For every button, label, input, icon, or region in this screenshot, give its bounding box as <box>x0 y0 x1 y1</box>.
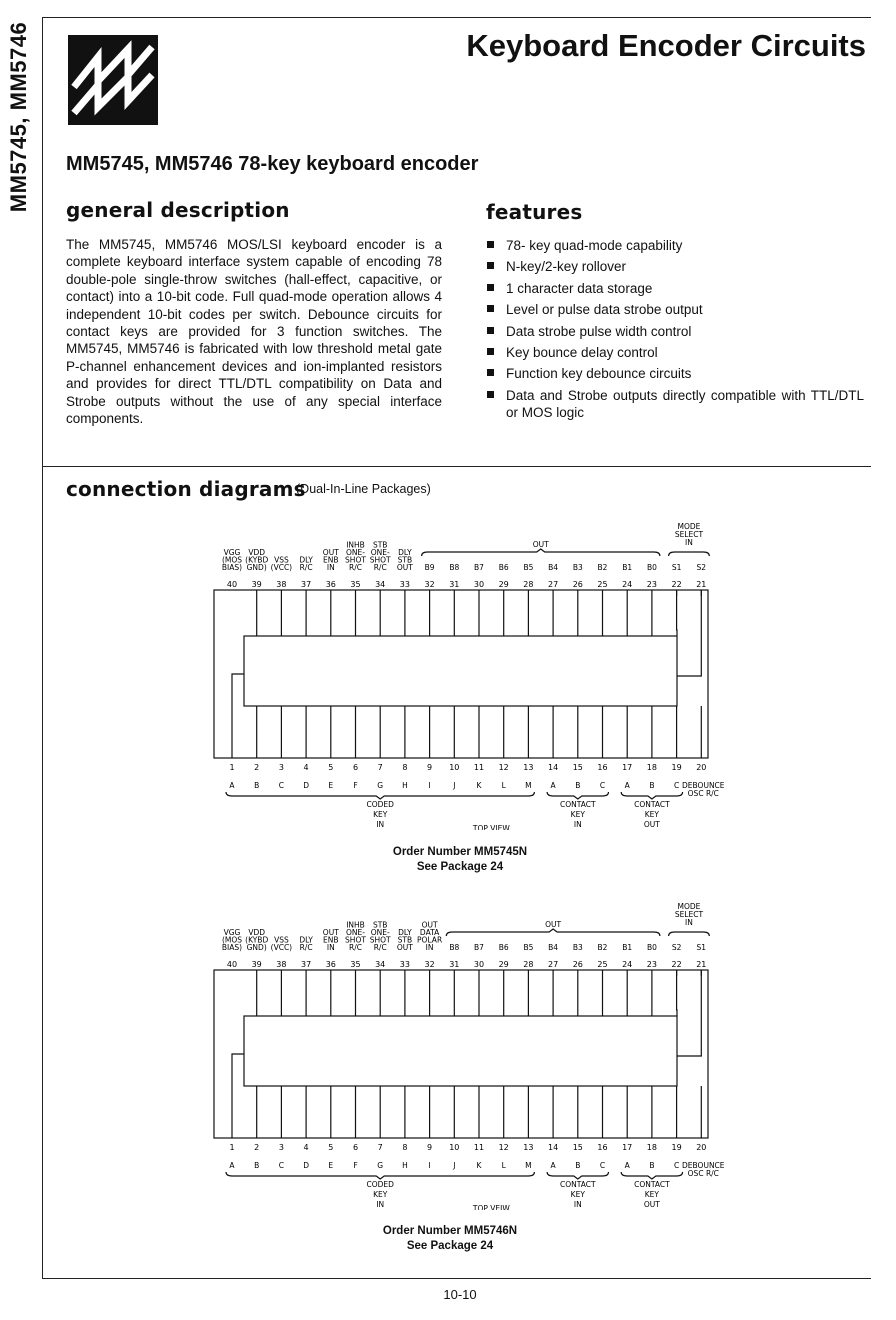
bottom-pin-number: 9 <box>427 763 433 772</box>
bottom-pin-number: 18 <box>646 1143 657 1152</box>
page-number: 10-10 <box>443 1287 477 1302</box>
general-description-text: The MM5745, MM5746 MOS/LSI keyboard encoder is a complete keyboard interface system capable of encoding 78 double-pole single-throw switches (hall-effect, capacitive, or contact) into a 10-bit code. Full quad-mode operation allows 4 independent 10-bit codes per switch. Debounce circuits for contact keys are provided for 3 function switches. The MM5745, MM5746 is fabricated with low threshold metal gate P-channel enhancement devices and ion-implanted resistors and provides for direct TTL/DTL compatibility on Data and Strobe outputs without the use of any special interface components. <box>66 237 442 427</box>
package-text: See Package 24 <box>416 861 504 873</box>
top-pin-label: R/C <box>373 563 387 572</box>
bottom-pin-number: 15 <box>572 763 583 772</box>
bottom-pin-letter: B <box>649 1161 655 1170</box>
bottom-pin-number: 9 <box>427 1143 433 1152</box>
bottom-pin-letter: L <box>501 1161 506 1170</box>
top-pin-number: 39 <box>251 960 262 969</box>
top-pin-label: IN <box>326 943 335 952</box>
top-pin-number: 30 <box>473 580 485 589</box>
top-pin-label: B3 <box>572 563 583 572</box>
top-pin-number: 23 <box>646 580 657 589</box>
top-pin-label: (KYBD <box>245 555 269 565</box>
top-pin-number: 24 <box>622 960 633 969</box>
bottom-pin-number: 6 <box>352 763 359 772</box>
feature-item: Data and Strobe outputs directly compatible with TTL/DTL or MOS logic <box>486 387 864 421</box>
top-pin-label: IN <box>326 563 335 572</box>
feature-item: Level or pulse data strobe output <box>486 301 864 318</box>
top-pin-number: 40 <box>226 580 238 589</box>
section-divider <box>43 466 871 467</box>
top-pin-number: 32 <box>424 960 435 969</box>
order-number-mm5745 <box>0 845 896 875</box>
bottom-pin-letter: C <box>278 781 285 790</box>
top-pin-number: 31 <box>449 960 460 969</box>
order-number-mm5746 <box>0 1224 896 1254</box>
bottom-pin-number: 13 <box>523 1143 534 1152</box>
top-pin-number: 28 <box>523 580 534 589</box>
view-label: TOP VEIW <box>472 1204 510 1210</box>
top-pin-label: R/C <box>349 563 362 572</box>
mode-select-label: SELECT <box>674 530 704 539</box>
contact-out-label: KEY <box>644 810 660 819</box>
bottom-pin-letter: D <box>303 781 309 790</box>
bottom-pin-letter: I <box>428 781 431 790</box>
bottom-pin-letter: G <box>377 1161 384 1170</box>
bottom-pin-letter: B <box>254 1161 260 1170</box>
view-label: TOP VIEW <box>472 824 510 830</box>
contact-out-label: CONTACT <box>634 1180 670 1189</box>
top-pin-label: B2 <box>597 563 608 572</box>
bottom-pin-letter: E <box>328 1161 334 1170</box>
top-pin-label: ENB <box>323 935 339 945</box>
top-pin-number: 33 <box>399 960 410 969</box>
out-brace <box>422 549 660 556</box>
top-pin-number: 29 <box>498 580 509 589</box>
bottom-pin-number: 20 <box>696 763 707 772</box>
bottom-pin-number: 5 <box>328 1143 334 1152</box>
top-pin-label: SHOT <box>345 935 366 945</box>
bottom-pin-letter: B <box>649 781 655 790</box>
bottom-pin-number: 14 <box>548 763 559 772</box>
mode-select-label: IN <box>685 918 693 927</box>
bottom-pin-number: 3 <box>278 763 284 772</box>
pin1-trace <box>232 674 244 758</box>
top-pin-number: 29 <box>498 960 509 969</box>
mode-brace <box>669 932 710 936</box>
top-pin-label: DLY <box>398 548 412 557</box>
top-pin-label: STB <box>397 935 413 945</box>
bottom-pin-letter: M <box>525 781 532 790</box>
top-pin-label: VSS <box>274 935 289 945</box>
bottom-pin-letter: K <box>476 1161 482 1170</box>
top-pin-label: INHB <box>346 920 365 930</box>
bottom-pin-letter: G <box>377 781 384 790</box>
top-pin-number: 21 <box>696 960 707 969</box>
order-number-text: Order Number MM5745N <box>392 846 528 858</box>
bottom-pin-number: 16 <box>597 1143 608 1152</box>
bottom-pin-number: 1 <box>229 763 235 772</box>
bottom-pin-letter: B <box>575 1161 581 1170</box>
mm5746-pinout-diagram <box>180 900 740 1210</box>
top-pin-label: ONE- <box>370 928 390 937</box>
bottom-pin-number: 16 <box>597 763 608 772</box>
connection-diagrams-subheading: (Dual-In-Line Packages) <box>296 482 431 496</box>
bottom-pin-number: 7 <box>377 1143 383 1152</box>
bottom-pin-letter: A <box>229 1161 235 1170</box>
coded-key-label: KEY <box>373 1190 388 1199</box>
die-block <box>244 1016 677 1086</box>
top-pin-label: VGG <box>223 548 241 557</box>
bottom-pin-number: 14 <box>548 1143 559 1152</box>
bottom-pin-letter: A <box>229 781 235 790</box>
top-pin-label: BIAS) <box>221 563 243 572</box>
package-outline <box>214 590 708 758</box>
contact-in-label: KEY <box>570 1190 585 1199</box>
contact-out-label: OUT <box>643 820 660 829</box>
top-pin-label: ENB <box>323 555 339 565</box>
bottom-pin-letter: A <box>550 1161 556 1170</box>
feature-item: 1 character data storage <box>486 280 864 297</box>
top-pin-label: DATA <box>419 928 440 937</box>
top-pin-label: B4 <box>548 943 559 952</box>
top-pin-label: IN <box>425 943 434 952</box>
contact-in-brace <box>547 1172 608 1179</box>
top-pin-number: 26 <box>572 580 583 589</box>
bottom-pin-number: 20 <box>696 1143 707 1152</box>
top-pin-label: OUT <box>396 563 413 572</box>
coded-key-brace <box>226 1172 534 1179</box>
coded-key-brace <box>226 792 534 799</box>
top-pin-label: GND) <box>246 943 267 952</box>
bottom-pin-number: 17 <box>622 763 633 772</box>
contact-out-label: CONTACT <box>634 800 670 809</box>
contact-in-brace <box>547 792 608 799</box>
bottom-pin-number: 19 <box>671 763 682 772</box>
top-pin-label: B5 <box>523 563 534 572</box>
bottom-pin-number: 3 <box>278 1143 284 1152</box>
mm5745-pinout-diagram <box>180 520 740 830</box>
mode-brace <box>669 552 710 556</box>
top-pin-number: 35 <box>350 960 361 969</box>
mode-trace-2 <box>677 970 701 1056</box>
page-title: Keyboard Encoder Circuits <box>466 28 866 63</box>
contact-out-label: OUT <box>643 1200 660 1209</box>
bottom-pin-letter: A <box>550 781 556 790</box>
top-pin-label: B6 <box>498 563 509 572</box>
bottom-pin-number: 5 <box>328 763 334 772</box>
feature-item: Function key debounce circuits <box>486 365 864 382</box>
top-pin-label: ONE- <box>346 548 365 557</box>
top-pin-label: B3 <box>572 943 583 952</box>
top-pin-label: S2 <box>671 943 682 952</box>
top-pin-number: 21 <box>696 580 707 589</box>
top-pin-number: 24 <box>622 580 633 589</box>
coded-key-label: CODED <box>366 1180 394 1189</box>
out-label: OUT <box>545 920 562 929</box>
top-pin-label: B2 <box>597 943 608 952</box>
top-pin-label: POLAR <box>417 935 443 945</box>
bottom-pin-letter: B <box>575 781 581 790</box>
top-pin-label: OUT <box>421 920 438 930</box>
top-pin-label: SHOT <box>369 555 391 565</box>
top-pin-label: B1 <box>622 943 633 952</box>
top-pin-number: 22 <box>671 580 682 589</box>
mode-select-label: MODE <box>677 902 701 911</box>
top-pin-number: 31 <box>449 580 460 589</box>
mode-select-label: MODE <box>677 522 701 531</box>
bottom-pin-number: 4 <box>303 763 309 772</box>
bottom-pin-letter: J <box>453 1161 456 1170</box>
top-pin-number: 37 <box>301 580 312 589</box>
coded-key-label: IN <box>376 1200 385 1209</box>
bottom-pin-letter: C <box>278 1161 285 1170</box>
top-pin-label: B4 <box>548 563 559 572</box>
top-pin-label: R/C <box>299 943 313 952</box>
feature-item: 78- key quad-mode capability <box>486 237 864 254</box>
contact-in-label: CONTACT <box>560 1180 596 1189</box>
top-pin-label: VDD <box>248 928 266 937</box>
top-pin-label: OUT <box>322 548 339 557</box>
top-pin-label: B0 <box>646 943 657 952</box>
contact-out-label: KEY <box>644 1190 660 1199</box>
bottom-pin-number: 8 <box>402 763 408 772</box>
top-pin-number: 36 <box>325 960 336 969</box>
top-pin-number: 22 <box>671 960 682 969</box>
bottom-pin-letter: A <box>624 781 630 790</box>
top-pin-label: INHB <box>346 540 365 550</box>
bottom-pin-number: 12 <box>498 1143 509 1152</box>
top-pin-label: GND) <box>246 563 267 572</box>
top-pin-label: S1 <box>696 943 707 952</box>
order-number-text: Order Number MM5746N <box>382 1225 518 1237</box>
bottom-pin-number: 8 <box>402 1143 408 1152</box>
top-pin-number: 39 <box>251 580 262 589</box>
bottom-pin-letter: L <box>501 781 506 790</box>
out-brace <box>446 929 660 936</box>
bottom-pin-number: 15 <box>572 1143 583 1152</box>
top-pin-number: 27 <box>548 580 559 589</box>
top-pin-label: B9 <box>424 563 435 572</box>
bottom-pin-letter: C <box>673 1161 680 1170</box>
top-pin-label: DLY <box>398 928 412 937</box>
top-pin-number: 40 <box>226 960 238 969</box>
top-pin-number: 25 <box>597 960 608 969</box>
contact-in-label: CONTACT <box>560 800 596 809</box>
top-pin-label: OUT <box>322 928 339 937</box>
out-label: OUT <box>532 540 549 549</box>
top-pin-label: ONE- <box>370 548 390 557</box>
feature-item: Data strobe pulse width control <box>486 323 864 340</box>
top-pin-label: STB <box>397 555 413 565</box>
bottom-pin-letter: B <box>254 781 260 790</box>
top-pin-label: B7 <box>474 943 484 952</box>
top-pin-label: R/C <box>349 943 362 952</box>
top-pin-label: S1 <box>671 563 682 572</box>
bottom-pin-letter: K <box>476 781 482 790</box>
top-pin-label: DLY <box>299 555 313 565</box>
debounce-label: OSC R/C <box>687 789 719 798</box>
top-pin-label: B6 <box>498 943 509 952</box>
bottom-pin-number: 11 <box>473 763 485 772</box>
top-pin-number: 35 <box>350 580 361 589</box>
bottom-pin-letter: E <box>328 781 334 790</box>
top-pin-label: STB <box>372 540 388 550</box>
debounce-label: OSC R/C <box>687 1169 719 1178</box>
bottom-pin-number: 19 <box>671 1143 682 1152</box>
top-pin-number: 28 <box>523 960 534 969</box>
top-pin-label: VGG <box>223 928 241 937</box>
top-pin-label: S2 <box>696 563 707 572</box>
top-pin-number: 38 <box>276 960 287 969</box>
top-pin-label: (MOS <box>221 935 243 945</box>
top-pin-label: B0 <box>646 563 657 572</box>
features-heading: features <box>486 200 583 224</box>
bottom-pin-letter: C <box>673 781 680 790</box>
bottom-pin-letter: I <box>428 1161 431 1170</box>
bottom-pin-number: 11 <box>473 1143 485 1152</box>
bottom-pin-number: 6 <box>352 1143 359 1152</box>
contact-out-brace <box>621 1172 682 1179</box>
top-pin-label: B5 <box>523 943 534 952</box>
top-pin-label: R/C <box>373 943 387 952</box>
coded-key-label: KEY <box>373 810 388 819</box>
top-pin-number: 23 <box>646 960 657 969</box>
bottom-pin-letter: A <box>624 1161 630 1170</box>
top-pin-label: SHOT <box>369 935 391 945</box>
bottom-pin-number: 17 <box>622 1143 633 1152</box>
bottom-pin-letter: J <box>453 781 456 790</box>
mode-select-label: SELECT <box>674 910 704 919</box>
side-part-label: MM5745, MM5746 <box>6 21 31 213</box>
top-pin-label: R/C <box>299 563 313 572</box>
debounce-label: DEBOUNCE <box>682 781 725 790</box>
contact-in-label: IN <box>573 820 582 829</box>
top-pin-number: 36 <box>325 580 336 589</box>
contact-in-label: IN <box>573 1200 582 1209</box>
debounce-label: DEBOUNCE <box>682 1161 725 1170</box>
top-pin-label: OUT <box>396 943 413 952</box>
top-pin-label: VDD <box>248 548 266 557</box>
feature-item: N-key/2-key rollover <box>486 258 864 275</box>
bottom-pin-letter: F <box>353 781 358 790</box>
bottom-pin-number: 10 <box>449 1143 460 1152</box>
bottom-pin-number: 4 <box>303 1143 309 1152</box>
bottom-pin-letter: C <box>599 781 606 790</box>
top-pin-label: STB <box>372 920 388 930</box>
top-pin-number: 34 <box>375 960 386 969</box>
top-pin-number: 32 <box>424 580 435 589</box>
top-pin-number: 34 <box>375 580 386 589</box>
top-pin-number: 26 <box>572 960 583 969</box>
bottom-pin-letter: H <box>402 781 408 790</box>
features-list <box>486 237 864 425</box>
bottom-pin-number: 7 <box>377 763 383 772</box>
contact-in-label: KEY <box>570 810 585 819</box>
top-pin-label: BIAS) <box>221 943 243 952</box>
package-outline <box>214 970 708 1138</box>
top-pin-number: 30 <box>473 960 485 969</box>
top-pin-label: (KYBD <box>245 935 269 945</box>
bottom-pin-number: 10 <box>449 763 460 772</box>
top-pin-label: (VCC) <box>270 563 293 572</box>
top-pin-label: B1 <box>622 563 633 572</box>
die-block <box>244 636 677 706</box>
mode-trace-2 <box>677 590 701 676</box>
top-pin-label: VSS <box>274 555 289 565</box>
top-pin-label: B8 <box>449 563 460 572</box>
bottom-pin-letter: H <box>402 1161 408 1170</box>
top-pin-label: SHOT <box>345 555 366 565</box>
top-pin-label: ONE- <box>346 928 365 937</box>
bottom-pin-letter: D <box>303 1161 309 1170</box>
bottom-pin-letter: F <box>353 1161 358 1170</box>
package-text: See Package 24 <box>406 1240 494 1252</box>
top-pin-number: 33 <box>399 580 410 589</box>
bottom-pin-number: 2 <box>254 1143 260 1152</box>
top-pin-number: 38 <box>276 580 287 589</box>
general-description-heading: general description <box>66 198 290 222</box>
coded-key-label: IN <box>376 820 385 829</box>
device-subtitle: MM5745, MM5746 78-key keyboard encoder <box>66 153 479 175</box>
top-pin-number: 25 <box>597 580 608 589</box>
bottom-pin-number: 1 <box>229 1143 235 1152</box>
pin1-trace <box>232 1054 244 1138</box>
top-pin-label: (MOS <box>221 555 243 565</box>
coded-key-label: CODED <box>366 800 394 809</box>
top-pin-label: DLY <box>299 935 313 945</box>
top-pin-label: (VCC) <box>270 943 293 952</box>
top-pin-number: 37 <box>301 960 312 969</box>
bottom-pin-number: 2 <box>254 763 260 772</box>
bottom-pin-letter: M <box>525 1161 532 1170</box>
bottom-pin-number: 18 <box>646 763 657 772</box>
contact-out-brace <box>621 792 682 799</box>
national-logo-icon <box>68 35 158 125</box>
bottom-pin-number: 13 <box>523 763 534 772</box>
bottom-pin-letter: C <box>599 1161 606 1170</box>
feature-item: Key bounce delay control <box>486 344 864 361</box>
top-pin-label: B7 <box>474 563 484 572</box>
mode-select-label: IN <box>685 538 693 547</box>
bottom-pin-number: 12 <box>498 763 509 772</box>
top-pin-label: B8 <box>449 943 460 952</box>
connection-diagrams-heading: connection diagrams <box>66 477 306 501</box>
top-pin-number: 27 <box>548 960 559 969</box>
